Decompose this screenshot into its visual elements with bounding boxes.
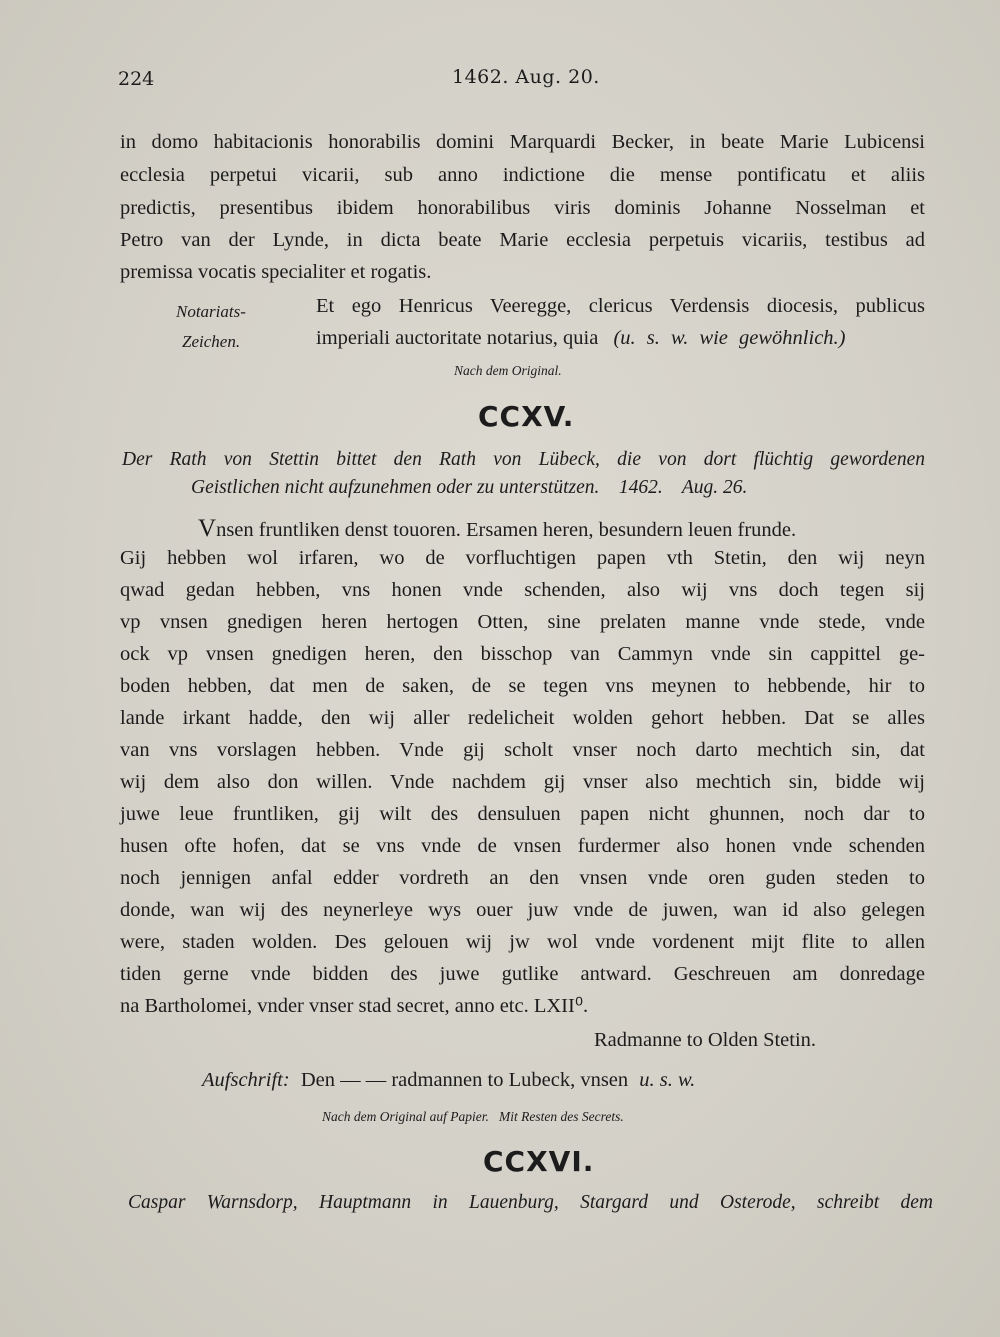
notary-line-roman: imperiali auctoritate notarius, quia [316, 327, 599, 349]
body-line: noch jennigen anfal edder vordreth an den vnsen vnde oren guden steden to [120, 867, 925, 889]
document-numeral: CCXVI. [483, 1145, 595, 1178]
body-line: vp vnsen gnedigen heren hertogen Otten, sine prelaten manne vnde stede, vnde [120, 611, 925, 633]
source-note: Nach dem Original auf Papier. Mit Resten des Secrets. [322, 1109, 624, 1124]
notary-line-italic: (u. s. w. wie gewöhnlich.) [613, 327, 846, 349]
intro-line: predictis, presentibus ibidem honorabilibus viris dominis Johanne Nosselman et [120, 197, 925, 219]
body-line: juwe leue fruntliken, gij wilt des densuluen papen nicht ghunnen, noch dar to [120, 803, 925, 825]
intro-line: ecclesia perpetui vicarii, sub anno indictione die mense pontificatu et aliis [120, 164, 925, 186]
intro-line: premissa vocatis specialiter et rogatis. [120, 261, 432, 283]
body-first-line [198, 516, 796, 541]
regest-line: Der Rath von Stettin bittet den Rath von Lübeck, die von dort flüchtig gewordenen [122, 449, 925, 470]
address-text: Den — — radmannen to Lubeck, vnsen [300, 1069, 629, 1091]
body-line: husen ofte hofen, dat se vns vnde de vnsen furdermer also honen vnde schenden [120, 835, 925, 857]
body-line: na Bartholomei, vnder vnser stad secret, anno etc. LXII⁰. [120, 995, 589, 1017]
address-line [202, 1070, 695, 1091]
body-line: boden hebben, dat men de saken, de se tegen vns meynen to hebbende, hir to [120, 675, 925, 697]
intro-line: in domo habitacionis honorabilis domini Marquardi Becker, in beate Marie Lubicensi [120, 131, 925, 153]
first-line-text: nsen fruntliken denst touoren. Ersamen heren, besundern leuen frunde. [216, 519, 797, 541]
regest-line: Geistlichen nicht aufzunehmen oder zu unterstützen. 1462. Aug. 26. [191, 477, 748, 498]
notary-line [316, 328, 846, 349]
body-line: van vns vorslagen hebben. Vnde gij scholt vnser noch darto mechtich sin, dat [120, 739, 925, 761]
signature: Radmanne to Olden Stetin. [594, 1029, 817, 1051]
body-line: tiden gerne vnde bidden des juwe gutlike antward. Geschreuen am donredage [120, 963, 925, 985]
body-line: lande irkant hadde, den wij aller redelicheit wolden gehort hebben. Dat se alles [120, 707, 925, 729]
initial-letter: V [198, 515, 217, 542]
running-head: 1462. Aug. 20. [452, 66, 600, 88]
address-label: Aufschrift: [202, 1069, 290, 1091]
notary-side-label: Notariats- [176, 302, 246, 321]
body-line: qwad gedan hebben, vns honen vnde schenden, also wij vns doch tegen sij [120, 579, 925, 601]
document-numeral: CCXV. [478, 400, 575, 433]
body-line: ock vp vnsen gnedigen heren, den bisschop van Cammyn vnde sin cappittel ge- [120, 643, 925, 665]
notary-line: Et ego Henricus Veeregge, clericus Verdensis diocesis, publicus [316, 295, 925, 317]
body-line: wij dem also don willen. Vnde nachdem gij vnser also mechtich sin, bidde wij [120, 771, 925, 793]
source-note: Nach dem Original. [454, 363, 562, 378]
notary-side-label: Zeichen. [182, 332, 241, 351]
body-line: were, staden wolden. Des gelouen wij jw wol vnde vordenent mijt flite to allen [120, 931, 925, 953]
body-line: Gij hebben wol irfaren, wo de vorfluchtigen papen vth Stetin, den wij neyn [120, 547, 925, 569]
body-line: donde, wan wij des neynerleye wys ouer juw vnde de juwen, wan id also gelegen [120, 899, 925, 921]
page-number: 224 [118, 68, 155, 90]
intro-line: Petro van der Lynde, in dicta beate Marie ecclesia perpetuis vicariis, testibus ad [120, 229, 925, 251]
address-tail: u. s. w. [639, 1069, 696, 1091]
regest-line: Caspar Warnsdorp, Hauptmann in Lauenburg, Stargard und Osterode, schreibt dem [128, 1192, 933, 1213]
